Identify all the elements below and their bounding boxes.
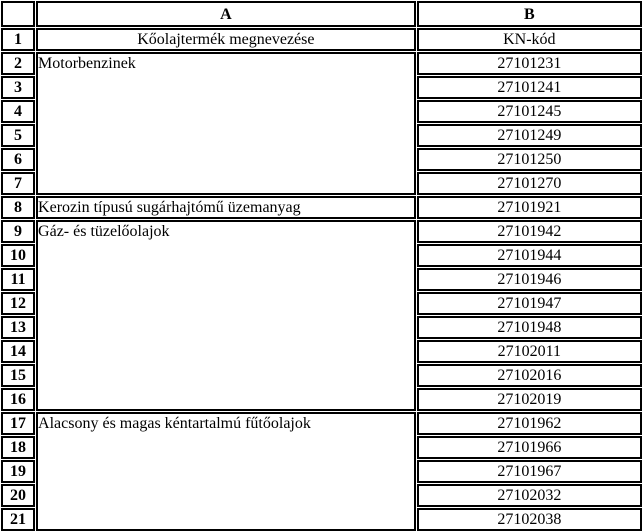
code-cell: 27102038: [417, 508, 642, 531]
column-b-header: B: [417, 1, 642, 27]
table-row: [1, 196, 642, 219]
row-number-cell: 2: [1, 52, 35, 75]
code-cell: 27102011: [417, 340, 642, 363]
row-number-cell: 13: [1, 316, 35, 339]
corner-cell: [1, 1, 35, 27]
kn-code-header-cell: KN-kód: [417, 28, 642, 51]
row-number-cell: 17: [1, 412, 35, 435]
code-cell: 27101942: [417, 220, 642, 243]
product-cell: Kerozin típusú sugárhajtómű üzemanyag: [36, 196, 416, 219]
product-cell: Motorbenzinek: [36, 52, 416, 195]
row-number-cell: 19: [1, 460, 35, 483]
code-cell: 27101967: [417, 460, 642, 483]
code-cell: 27101249: [417, 124, 642, 147]
row-number-cell: 10: [1, 244, 35, 267]
row-number-cell: 11: [1, 268, 35, 291]
code-cell: 27101250: [417, 148, 642, 171]
code-cell: 27102016: [417, 364, 642, 387]
product-name-header-cell: Kőolajtermék megnevezése: [36, 28, 416, 51]
code-cell: 27101270: [417, 172, 642, 195]
row-number-cell: 9: [1, 220, 35, 243]
column-a-header: A: [36, 1, 416, 27]
code-cell: 27101947: [417, 292, 642, 315]
code-cell: 27102032: [417, 484, 642, 507]
row-number-cell: 6: [1, 148, 35, 171]
row-number-cell: 4: [1, 100, 35, 123]
product-cell: Gáz- és tüzelőolajok: [36, 220, 416, 411]
code-cell: 27101241: [417, 76, 642, 99]
code-cell: 27102019: [417, 388, 642, 411]
table-row: [1, 52, 642, 75]
row-number-cell: 14: [1, 340, 35, 363]
code-cell: 27101946: [417, 268, 642, 291]
row-number-cell: 1: [1, 28, 35, 51]
code-cell: 27101948: [417, 316, 642, 339]
product-cell: Alacsony és magas kéntartalmú fűtőolajok: [36, 412, 416, 531]
row-number-cell: 18: [1, 436, 35, 459]
column-header-row: [1, 1, 642, 27]
row-number-cell: 12: [1, 292, 35, 315]
row-number-cell: 16: [1, 388, 35, 411]
table-row: [1, 412, 642, 435]
code-cell: 27101231: [417, 52, 642, 75]
code-cell: 27101245: [417, 100, 642, 123]
code-cell: 27101962: [417, 412, 642, 435]
row-number-cell: 7: [1, 172, 35, 195]
row-number-cell: 8: [1, 196, 35, 219]
row-number-cell: 15: [1, 364, 35, 387]
code-cell: 27101944: [417, 244, 642, 267]
row-number-cell: 5: [1, 124, 35, 147]
table-row: [1, 220, 642, 243]
row-number-cell: 21: [1, 508, 35, 531]
code-cell: 27101921: [417, 196, 642, 219]
code-cell: 27101966: [417, 436, 642, 459]
row-number-cell: 3: [1, 76, 35, 99]
table-header-row: [1, 28, 642, 51]
row-number-cell: 20: [1, 484, 35, 507]
